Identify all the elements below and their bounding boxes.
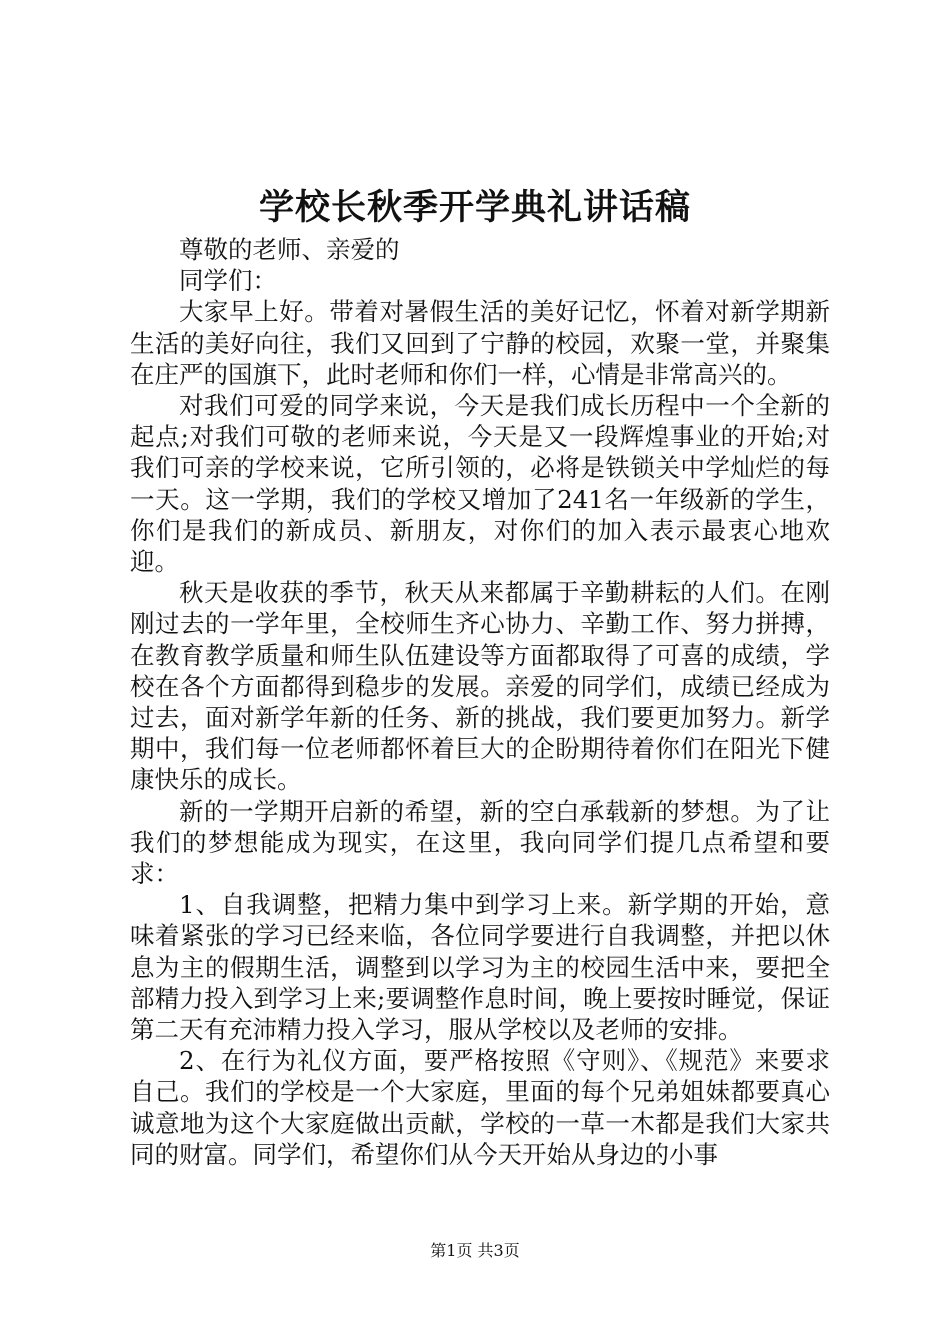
salutation-line-2: 同学们：	[179, 266, 277, 296]
document-body	[130, 234, 830, 1170]
page-footer: 第1页 共3页	[430, 1241, 520, 1260]
paragraph-greeting: 大家早上好。带着对暑假生活的美好记忆，怀着对新学期新生活的美好向往，我们又回到了宁静的校园，欢聚一堂，并聚集在庄严的国旗下，此时老师和你们一样，心情是非常高兴的。	[130, 297, 830, 389]
paragraph-autumn: 秋天是收获的季节，秋天从来都属于辛勤耕耘的人们。在刚刚过去的一学年里，全校师生齐心协力、辛勤工作、努力拼搏，在教育教学质量和师生队伍建设等方面都取得了可喜的成绩，学校在各个方面都得到稳步的发展。亲爱的同学们，成绩已经成为过去，面对新学年新的任务、新的挑战，我们要更加努力。新学期中，我们每一位老师都怀着巨大的企盼期待着你们在阳光下健康快乐的成长。	[130, 578, 830, 795]
salutation-line-1: 尊敬的老师、亲爱的	[179, 235, 400, 264]
paragraph-new-start: 对我们可爱的同学来说，今天是我们成长历程中一个全新的起点;对我们可敬的老师来说，今天是又一段辉煌事业的开始;对我们可亲的学校来说，它所引领的，必将是铁锁关中学灿烂的每一天。这一学期，我们的学校又增加了241名一年级新的学生，你们是我们的新成员、新朋友，对你们的加入表示最衷心地欢迎。	[130, 391, 830, 577]
document-title: 学校长秋季开学典礼讲话稿	[258, 187, 691, 228]
paragraph-hopes: 新的一学期开启新的希望，新的空白承载新的梦想。为了让我们的梦想能成为现实，在这里，我向同学们提几点希望和要求：	[130, 796, 830, 889]
paragraph-point-1: 1、自我调整，把精力集中到学习上来。新学期的开始，意味着紧张的学习已经来临，各位同学要进行自我调整，并把以休息为主的假期生活，调整到以学习为主的校园生活中来，要把全部精力投入到学习上来;要调整作息时间，晚上要按时睡觉，保证第二天有充沛精力投入学习，服从学校以及老师的安排。	[130, 890, 830, 1045]
paragraph-point-2: 2、在行为礼仪方面，要严格按照《守则》、《规范》来要求自己。我们的学校是一个大家庭，里面的每个兄弟姐妹都要真心诚意地为这个大家庭做出贡献，学校的一草一木都是我们大家共同的财富。同学们，希望你们从今天开始从身边的小事	[130, 1046, 830, 1169]
